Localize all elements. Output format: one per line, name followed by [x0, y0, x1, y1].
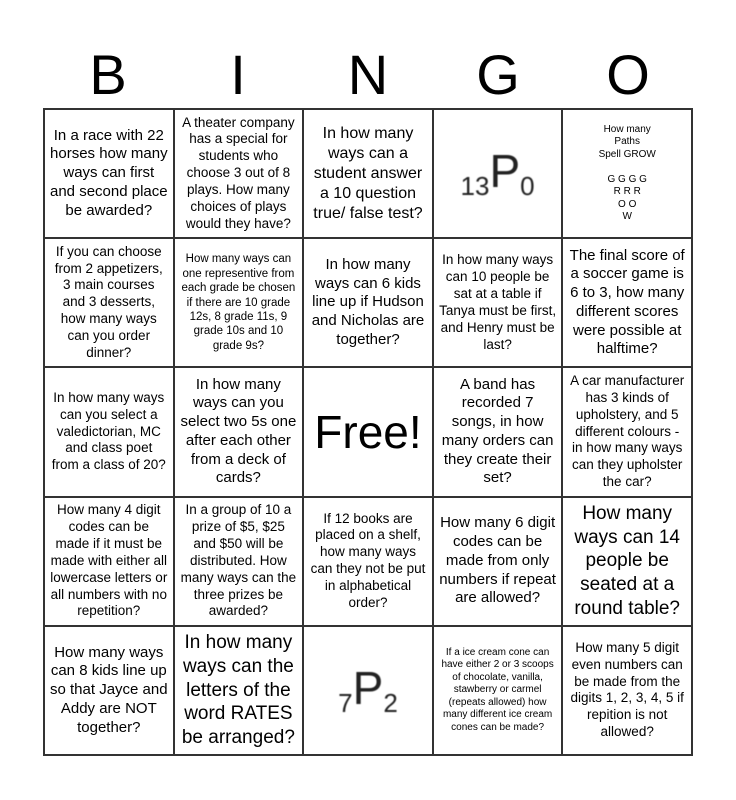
formula-p: P	[352, 661, 384, 714]
bingo-cell[interactable]: In how many ways can 6 kids line up if Hudson and Nicholas are together?	[303, 238, 433, 367]
bingo-cell[interactable]: A band has recorded 7 songs, in how many orders can they create their set?	[433, 367, 563, 496]
bingo-cell[interactable]: If a ice cream cone can have either 2 or 3 scoops of chocolate, vanilla, stawberry or carmel (repeats allowed) how many different ice cream cones can be made?	[433, 626, 563, 755]
permutation-formula	[338, 661, 398, 718]
bingo-cell[interactable]: If you can choose from 2 appetizers, 3 main courses and 3 desserts, how many ways can you order dinner?	[44, 238, 174, 367]
header-letter-o: O	[606, 43, 650, 106]
bingo-cell[interactable]: How many 5 digit even numbers can be made from the digits 1, 2, 3, 4, 5 if repition is not allowed?	[562, 626, 692, 755]
bingo-cell[interactable]: In how many ways can you select a valedictorian, MC and class poet from a class of 20?	[44, 367, 174, 496]
bingo-cell[interactable]: In a group of 10 a prize of $5, $25 and $50 will be distributed. How many ways can the three prizes be awarded?	[174, 497, 304, 626]
bingo-cell[interactable]: The final score of a soccer game is 6 to 3, how many different scores were possible at halftime?	[562, 238, 692, 367]
formula-r: 2	[383, 687, 398, 718]
header-letter-n: N	[347, 43, 389, 106]
free-space[interactable]: Free!	[303, 367, 433, 496]
bingo-cell-formula[interactable]	[433, 109, 563, 238]
header-letter-g: G	[476, 43, 520, 106]
bingo-cell[interactable]: How many ways can 14 people be seated at a round table?	[562, 497, 692, 626]
formula-r: 0	[520, 171, 535, 202]
bingo-cell[interactable]: If 12 books are placed on a shelf, how many ways can they not be put in alphabetical order?	[303, 497, 433, 626]
formula-p: P	[489, 145, 521, 198]
bingo-cell[interactable]: In a race with 22 horses how many ways can first and second place be awarded?	[44, 109, 174, 238]
bingo-cell[interactable]: A car manufacturer has 3 kinds of upholstery, and 5 different colours - in how many ways can they upholster the car?	[562, 367, 692, 496]
bingo-cell[interactable]: How many 4 digit codes can be made if it must be made with either all lowercase letters or all numbers with no repetition?	[44, 497, 174, 626]
formula-n: 13	[460, 171, 490, 202]
bingo-cell[interactable]: In how many ways can the letters of the word RATES be arranged?	[174, 626, 304, 755]
bingo-cell[interactable]: In how many ways can you select two 5s one after each other from a deck of cards?	[174, 367, 304, 496]
bingo-cell[interactable]: In how many ways can 10 people be sat at a table if Tanya must be first, and Henry must be last?	[433, 238, 563, 367]
bingo-cell[interactable]: How many 6 digit codes can be made from only numbers if repeat are allowed?	[433, 497, 563, 626]
header-letter-i: I	[230, 43, 246, 106]
bingo-cell[interactable]: How many ways can one representive from each grade be chosen if there are 10 grade 12s, 8 grade 11s, 9 grade 10s and 10 grade 9s?	[174, 238, 304, 367]
bingo-cell[interactable]: A theater company has a special for students who choose 3 out of 8 plays. How many choices of plays would they have?	[174, 109, 304, 238]
header-letter-b: B	[89, 43, 127, 106]
bingo-cell[interactable]: How many ways can 8 kids line up so that Jayce and Addy are NOT together?	[44, 626, 174, 755]
bingo-cell[interactable]: In how many ways can a student answer a 10 question true/ false test?	[303, 109, 433, 238]
bingo-cell[interactable]: How many Paths Spell GROW G G G G R R R O O W	[562, 109, 692, 238]
bingo-header	[43, 42, 693, 108]
formula-n: 7	[338, 687, 353, 718]
permutation-formula	[460, 145, 535, 202]
bingo-card	[43, 108, 693, 756]
bingo-cell-formula[interactable]	[303, 626, 433, 755]
